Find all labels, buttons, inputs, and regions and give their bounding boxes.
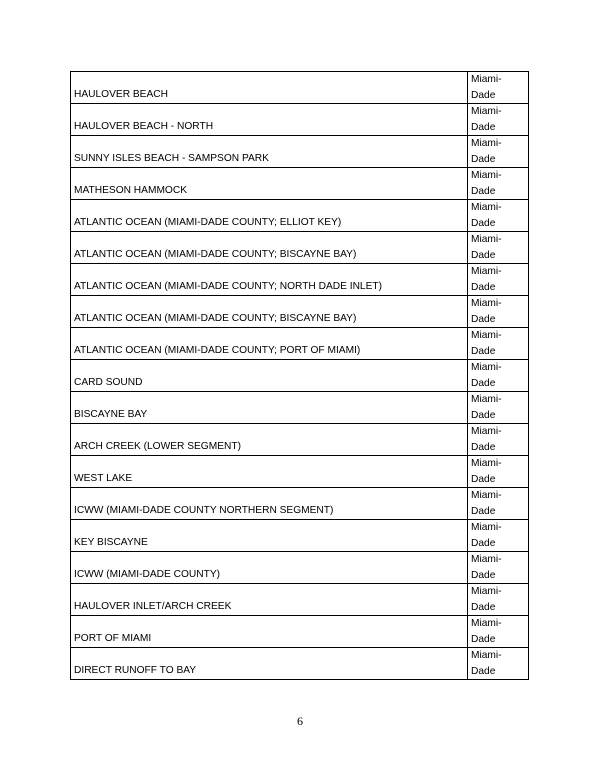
county-line: Miami- [471, 394, 502, 405]
county-line: Miami- [471, 618, 502, 629]
county-cell [468, 584, 529, 616]
county-line: Dade [471, 153, 496, 165]
county-cell [468, 136, 529, 168]
table-row [71, 616, 529, 648]
waterbody-table-container [70, 71, 528, 680]
table-row [71, 424, 529, 456]
table-row [71, 104, 529, 136]
waterbody-name-cell: HAULOVER INLET/ARCH CREEK [71, 584, 468, 616]
county-line: Dade [471, 537, 496, 549]
waterbody-name-cell: ATLANTIC OCEAN (MIAMI-DADE COUNTY; BISCAYNE BAY) [71, 296, 468, 328]
county-line: Dade [471, 409, 496, 421]
county-line: Dade [471, 89, 496, 101]
waterbody-name-cell: CARD SOUND [71, 360, 468, 392]
county-line: Dade [471, 633, 496, 645]
table-row [71, 264, 529, 296]
county-line: Dade [471, 185, 496, 197]
county-line: Miami- [471, 426, 502, 437]
waterbody-name-cell: MATHESON HAMMOCK [71, 168, 468, 200]
waterbody-name-cell: ATLANTIC OCEAN (MIAMI-DADE COUNTY; BISCAYNE BAY) [71, 232, 468, 264]
table-row [71, 296, 529, 328]
county-line: Dade [471, 569, 496, 581]
county-cell [468, 456, 529, 488]
county-cell [468, 424, 529, 456]
county-cell [468, 200, 529, 232]
county-cell [468, 328, 529, 360]
county-line: Miami- [471, 170, 502, 181]
county-line: Miami- [471, 234, 502, 245]
waterbody-name-cell: DIRECT RUNOFF TO BAY [71, 648, 468, 680]
county-line: Dade [471, 281, 496, 293]
table-row [71, 488, 529, 520]
county-line: Miami- [471, 554, 502, 565]
county-line: Dade [471, 377, 496, 389]
table-row [71, 648, 529, 680]
table-row [71, 136, 529, 168]
waterbody-name-cell: ARCH CREEK (LOWER SEGMENT) [71, 424, 468, 456]
county-line: Dade [471, 665, 496, 677]
county-line: Dade [471, 217, 496, 229]
county-cell [468, 168, 529, 200]
county-line: Dade [471, 601, 496, 613]
county-cell [468, 232, 529, 264]
county-cell [468, 520, 529, 552]
table-row [71, 456, 529, 488]
waterbody-name-cell: ATLANTIC OCEAN (MIAMI-DADE COUNTY; NORTH DADE INLET) [71, 264, 468, 296]
county-line: Dade [471, 249, 496, 261]
waterbody-name-cell: KEY BISCAYNE [71, 520, 468, 552]
table-row [71, 232, 529, 264]
county-line: Dade [471, 313, 496, 325]
county-cell [468, 360, 529, 392]
county-cell [468, 552, 529, 584]
waterbody-name-cell: BISCAYNE BAY [71, 392, 468, 424]
county-line: Dade [471, 441, 496, 453]
county-line: Dade [471, 121, 496, 133]
county-line: Miami- [471, 202, 502, 213]
waterbody-table [70, 71, 529, 680]
waterbody-table-body [71, 72, 529, 680]
waterbody-name-cell: WEST LAKE [71, 456, 468, 488]
county-cell [468, 616, 529, 648]
waterbody-name-cell: ICWW (MIAMI-DADE COUNTY NORTHERN SEGMENT) [71, 488, 468, 520]
county-cell [468, 296, 529, 328]
table-row [71, 200, 529, 232]
waterbody-name-cell: ATLANTIC OCEAN (MIAMI-DADE COUNTY; ELLIOT KEY) [71, 200, 468, 232]
county-line: Miami- [471, 458, 502, 469]
table-row [71, 72, 529, 104]
table-row [71, 328, 529, 360]
county-line: Miami- [471, 138, 502, 149]
county-line: Miami- [471, 522, 502, 533]
county-line: Miami- [471, 74, 502, 85]
table-row [71, 168, 529, 200]
county-cell [468, 648, 529, 680]
table-row [71, 584, 529, 616]
table-row [71, 520, 529, 552]
waterbody-name-cell: SUNNY ISLES BEACH - SAMPSON PARK [71, 136, 468, 168]
table-row [71, 552, 529, 584]
county-cell [468, 392, 529, 424]
county-line: Dade [471, 505, 496, 517]
table-row [71, 360, 529, 392]
page-number: 6 [297, 714, 303, 728]
waterbody-name-cell: ICWW (MIAMI-DADE COUNTY) [71, 552, 468, 584]
county-line: Miami- [471, 298, 502, 309]
county-line: Miami- [471, 330, 502, 341]
county-line: Miami- [471, 490, 502, 501]
county-cell [468, 104, 529, 136]
county-line: Miami- [471, 106, 502, 117]
county-cell [468, 488, 529, 520]
county-cell [468, 264, 529, 296]
waterbody-name-cell: PORT OF MIAMI [71, 616, 468, 648]
waterbody-name-cell: HAULOVER BEACH - NORTH [71, 104, 468, 136]
waterbody-name-cell: HAULOVER BEACH [71, 72, 468, 104]
waterbody-name-cell: ATLANTIC OCEAN (MIAMI-DADE COUNTY; PORT OF MIAMI) [71, 328, 468, 360]
county-cell [468, 72, 529, 104]
table-row [71, 392, 529, 424]
county-line: Dade [471, 473, 496, 485]
county-line: Miami- [471, 266, 502, 277]
county-line: Miami- [471, 586, 502, 597]
county-line: Miami- [471, 362, 502, 373]
county-line: Dade [471, 345, 496, 357]
county-line: Miami- [471, 650, 502, 661]
